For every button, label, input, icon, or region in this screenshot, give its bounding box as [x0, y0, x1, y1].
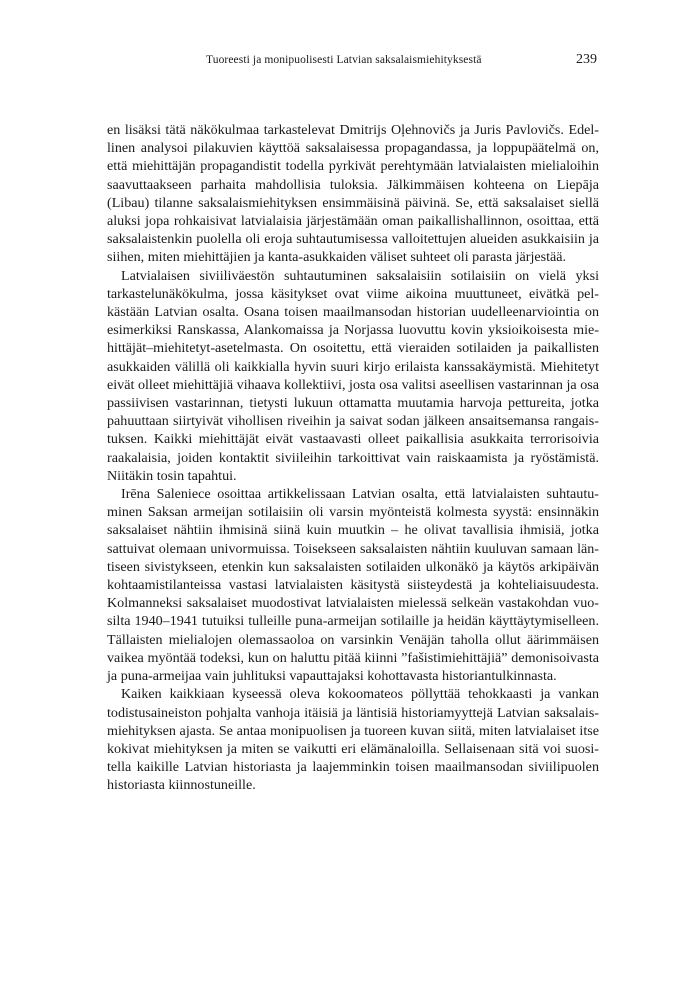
text-line: asukkaiden välillä oli kaikkialla hyvin suuri kirjo erilaista kanssakäymistä. Miehitetyt — [107, 358, 599, 375]
text-line: passiivisen vastarinnan, tietysti lukuun ottamatta muutamia harvoja pettureita, jotka — [107, 395, 599, 412]
text-line: tiseen sivistykseen, etenkin kun saksalaisten sotilaiden ulkonäkö ja käytös arkipäivän — [107, 558, 599, 575]
text-line: tuksen. Kaikki miehittäjät eivät vastaavasti olleet paikallisia asukkaita terrorisoivia — [107, 431, 599, 448]
text-line: vaikea myöntää todeksi, kun on haluttu pitää kiinni ”fašistimiehittäjiä” demonisoivasta — [107, 649, 599, 666]
text-line: tarkastelunäkökulma, jossa käsitykset ovat viime aikoina muuttuneet, eivätkä pel- — [107, 285, 599, 302]
text-line: eivät olleet miehittäjiä vihaava kollektiivi, josta osa valitsi aseellisen vastarinnan ja osa — [107, 376, 599, 393]
text-line: en lisäksi tätä näkökulmaa tarkastelevat Dmitrijs Oļehnovičs ja Juris Pavlovičs. Edel- — [107, 122, 599, 138]
text-line: Niitäkin tosin tapahtui. — [107, 467, 237, 484]
text-line: pahuuttaan siirtyivät vihollisen riveihin ja saivat sodan jälkeen ansaitsemansa rangais- — [107, 413, 599, 430]
paragraph-3 — [107, 485, 599, 685]
text-line: kästään Latvian osalta. Osana toisen maailmansodan historian uudelleenarviointia on — [107, 304, 599, 321]
text-line: siihen, miten miehittäjien ja kanta-asukkaiden väliset suhteet oli parasta järjestää. — [107, 249, 567, 266]
text-line: Latvialaisen siviiliväestön suhtautuminen saksalaisiin sotilaisiin on vielä yksi — [121, 267, 599, 284]
text-line: raakalaisia, joiden kontaktit siviileihin tarkoittivat vain raiskaamista ja ryöstämistä. — [107, 449, 599, 466]
text-line: Tällaisten mielialojen olemassaoloa on varsinkin Venäjän taholla ollut äärimmäisen — [107, 631, 599, 648]
text-line: esimerkiksi Ranskassa, Alankomaissa ja Norjassa luovuttu kovin yksioikoisesta mie- — [107, 322, 599, 339]
text-line: minen Saksan armeijan sotilaisiin oli varsin myönteistä kolmesta syystä: ensinnäkin — [107, 504, 599, 521]
article-body — [107, 121, 599, 795]
text-line: historiasta kiinnostuneille. — [107, 777, 256, 794]
paragraph-4 — [107, 685, 599, 794]
text-line: hittäjät–miehitetyt-asetelmasta. On osoitettu, että vieraiden sotilaiden ja paikallisten — [107, 340, 599, 357]
text-line: todistusaineiston pohjalta vanhoja itäisiä ja läntisiä historiamyyttejä Latvian saksalais- — [107, 704, 599, 721]
text-line: linen analysoi pilakuvien käyttöä saksalaisessa propagandassa, ja loppupäätelmä on, — [107, 140, 599, 157]
text-line: saavuttaakseen parhaita mahdollisia tuloksia. Jälkimmäisen kohteena on Liepāja — [107, 176, 599, 193]
text-line: saksalaiset nähtiin ihmisinä siinä kuin muutkin – he olivat tavallisia ihmisiä, jotka — [107, 522, 599, 539]
text-line: tella kaikille Latvian historiasta ja laajemminkin toisen maailmansodan siviilipuolen — [107, 759, 599, 776]
running-header — [0, 52, 700, 74]
text-line: ja puna-armeijaa vain juhlituksi vapauttajaksi kohottavasta historiantulkinnasta. — [107, 668, 557, 685]
text-line: kokivat miehityksen ja miten se vaikutti eri elämänaloilla. Sellaisenaan sitä voi suosi- — [107, 740, 599, 757]
text-line: Irēna Saleniece osoittaa artikkelissaan Latvian osalta, että latvialaisten suhtautu- — [121, 486, 599, 503]
paragraph-1 — [107, 121, 599, 267]
page-number: 239 — [576, 52, 597, 67]
text-line: aluksi jopa rohkaisivat latvialaisia järjestämään oman paikallishallinnon, osoittaa, että — [107, 213, 599, 230]
text-line: saksalaistenkin puolella oli eroja suhtautumisessa valloitettujen alueiden asukkaisiin ja — [107, 231, 599, 248]
paragraph-2 — [107, 267, 599, 485]
text-line: sattuivat olemaan univormuissa. Toisekseen saksalaisten nähtiin kuuluvan samaan län- — [107, 540, 599, 557]
text-line: kohtaamistilanteissa vastasi latvialaisten käsitystä siisteydestä ja kohteliaisuudesta. — [107, 577, 599, 594]
text-line: (Libau) tilanne saksalaismiehityksen ensimmäisinä päivinä. Se, että saksalaiset siellä — [107, 194, 599, 211]
running-title: Tuoreesti ja monipuolisesti Latvian saksalaismiehityksestä — [206, 54, 482, 66]
text-line: Kaiken kaikkiaan kyseessä oleva kokoomateos pöllyttää tehokkaasti ja vankan — [121, 686, 599, 703]
text-line: että miehittäjän propagandistit todella pyrkivät perehtymään latvialaisten mielialoihin — [107, 158, 599, 175]
text-line: miehityksen ajasta. Se antaa monipuolisen ja tuoreen kuvan siitä, miten latvialaiset itse — [107, 722, 599, 739]
text-line: silta 1940–1941 tutuiksi tulleille puna-armeijan sotilaille ja heidän käyttäytymiselleen. — [107, 613, 599, 630]
text-line: Kolmanneksi saksalaiset muodostivat latvialaisten mielessä selkeän vastakohdan vuo- — [107, 595, 599, 612]
